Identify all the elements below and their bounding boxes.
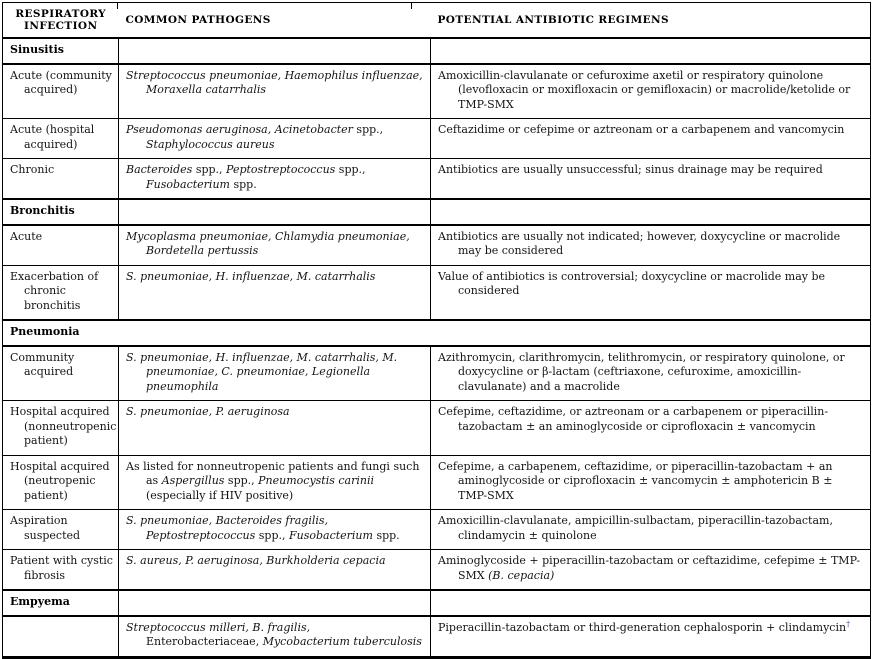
regimens-cell bbox=[431, 64, 871, 119]
empty-regimens-cell bbox=[431, 199, 871, 225]
pathogens-text bbox=[126, 460, 424, 504]
pathogens-text bbox=[126, 163, 424, 192]
text-segment: Amoxicillin-clavulanate or cefuroxime axetil or respiratory quinolone (levofloxacin or moxifloxacin or gemifloxacin) or macrolide/ketolide or TMP-SMX bbox=[438, 68, 851, 111]
text-segment: Cefepime, a carbapenem, ceftazidime, or piperacillin-tazobactam + an aminoglycoside or ciprofloxacin ± vancomycin ± amphotericin B ± TMP-SMX bbox=[438, 459, 833, 502]
pathogens-text bbox=[126, 405, 424, 420]
table-row bbox=[3, 346, 871, 401]
text-segment: Value of antibiotics is controversial; doxycycline or macrolide may be considered bbox=[438, 269, 826, 297]
text-segment: (especially if HIV positive) bbox=[146, 488, 294, 502]
text-segment: Enterobacteriaceae, bbox=[146, 635, 263, 648]
infection-cell bbox=[3, 265, 119, 320]
respiratory-infection-table bbox=[2, 2, 871, 659]
table-row bbox=[3, 550, 871, 591]
pathogen-name: Fusobacterium bbox=[288, 528, 373, 542]
infection-text: Aspiration suspected bbox=[10, 514, 81, 542]
pathogens-cell bbox=[119, 401, 431, 456]
section-row-empyema bbox=[3, 590, 871, 616]
pathogen-name: Pseudomonas aeruginosa, Acinetobacter bbox=[126, 123, 353, 136]
infection-cell bbox=[3, 510, 119, 550]
header-row bbox=[3, 3, 871, 39]
pathogens-text bbox=[126, 514, 424, 543]
text-segment: spp. bbox=[229, 177, 257, 191]
footnote-dagger-link[interactable]: † bbox=[846, 618, 851, 628]
empty-pathogens-cell bbox=[119, 199, 431, 225]
infection-text: Chronic bbox=[10, 163, 55, 176]
pathogens-text bbox=[126, 270, 424, 285]
regimens-cell bbox=[431, 346, 871, 401]
section-row-pneumonia bbox=[3, 320, 871, 346]
section-row-bronchitis bbox=[3, 199, 871, 225]
pathogen-name: S. pneumoniae, P. aeruginosa bbox=[126, 405, 290, 418]
regimens-cell bbox=[431, 401, 871, 456]
regimens-text bbox=[438, 405, 864, 434]
pathogens-text bbox=[126, 230, 424, 259]
pathogens-cell bbox=[119, 455, 431, 510]
pathogen-name: Mycobacterium tuberculosis bbox=[262, 635, 422, 648]
header-top-tick bbox=[117, 2, 118, 9]
pathogen-name: Pneumocystis carinii bbox=[258, 474, 375, 487]
pathogens-text bbox=[126, 554, 424, 569]
infection-cell bbox=[3, 346, 119, 401]
regimens-cell bbox=[431, 159, 871, 200]
pathogens-text bbox=[126, 69, 424, 98]
section-row-sinusitis bbox=[3, 38, 871, 64]
pathogens-cell bbox=[119, 119, 431, 159]
header-top-tick bbox=[411, 2, 412, 9]
pathogens-cell bbox=[119, 64, 431, 119]
infection-cell bbox=[3, 550, 119, 591]
infection-text: Patient with cystic fibrosis bbox=[10, 554, 113, 582]
section-label: Sinusitis bbox=[3, 38, 119, 64]
text-segment: As listed for nonneutropenic patients and fungi such as bbox=[126, 459, 420, 487]
table-row bbox=[3, 616, 871, 658]
regimens-cell bbox=[431, 510, 871, 550]
regimens-text bbox=[438, 460, 864, 504]
infection-cell bbox=[3, 455, 119, 510]
pathogens-cell bbox=[119, 346, 431, 401]
infection-text: Hospital acquired (nonneutropenic patient) bbox=[10, 405, 117, 447]
regimens-cell bbox=[431, 119, 871, 159]
pathogen-name: Fusobacterium bbox=[146, 177, 230, 191]
infection-text: Exacerbation of chronic bronchitis bbox=[10, 269, 99, 312]
pathogen-name: Peptostreptococcus bbox=[226, 163, 336, 176]
table-row bbox=[3, 119, 871, 159]
section-label: Empyema bbox=[3, 590, 119, 616]
table-row bbox=[3, 510, 871, 550]
pathogens-cell bbox=[119, 616, 431, 658]
table-row bbox=[3, 455, 871, 510]
text-segment: spp., bbox=[255, 528, 289, 542]
text-segment: Ceftazidime or cefepime or aztreonam or a carbapenem and vancomycin bbox=[438, 123, 845, 136]
text-segment: Antibiotics are usually not indicated; however, doxycycline or macrolide may be considered bbox=[438, 229, 841, 257]
pathogens-cell bbox=[119, 550, 431, 591]
text-segment: spp., bbox=[335, 163, 366, 176]
pathogens-text bbox=[126, 123, 424, 152]
pathogen-name: (B. cepacia) bbox=[488, 568, 555, 582]
infection-cell bbox=[3, 64, 119, 119]
table-row bbox=[3, 225, 871, 266]
pathogen-name: Aspergillus bbox=[161, 474, 225, 487]
pathogens-text bbox=[126, 621, 424, 650]
infection-cell bbox=[3, 119, 119, 159]
infection-cell bbox=[3, 616, 119, 658]
regimens-text bbox=[438, 554, 864, 583]
table-row bbox=[3, 64, 871, 119]
regimens-text bbox=[438, 351, 864, 395]
section-label: Pneumonia bbox=[3, 320, 871, 346]
infection-cell bbox=[3, 159, 119, 200]
pathogen-name: Bacteroides bbox=[126, 163, 193, 176]
regimens-cell bbox=[431, 265, 871, 320]
col-header-potential-antibiotic-regimens: POTENTIAL ANTIBIOTIC REGIMENS bbox=[431, 3, 871, 39]
col-header-respiratory-infection: RESPIRATORY INFECTION bbox=[3, 3, 119, 39]
pathogen-name: Streptococcus pneumoniae, Haemophilus influenzae, Moraxella catarrhalis bbox=[126, 68, 423, 96]
text-segment: Antibiotics are usually unsuccessful; sinus drainage may be required bbox=[438, 163, 823, 176]
pathogens-cell bbox=[119, 265, 431, 320]
table-row bbox=[3, 401, 871, 456]
infection-text: Acute bbox=[10, 229, 43, 243]
regimens-text bbox=[438, 69, 864, 113]
regimens-cell bbox=[431, 616, 871, 658]
text-segment: Cefepime, ceftazidime, or aztreonam or a carbapenem or piperacillin-tazobactam ± an aminoglycoside or ciprofloxacin ± vancomycin bbox=[438, 405, 829, 433]
pathogen-name: Streptococcus milleri, B. fragilis, bbox=[126, 620, 311, 634]
regimens-text bbox=[438, 514, 864, 543]
infection-text: Acute (community acquired) bbox=[10, 68, 112, 96]
regimens-text bbox=[438, 123, 864, 138]
table-row bbox=[3, 159, 871, 200]
col-header-common-pathogens: COMMON PATHOGENS bbox=[119, 3, 431, 39]
empty-regimens-cell bbox=[431, 38, 871, 64]
infection-cell bbox=[3, 401, 119, 456]
empty-pathogens-cell bbox=[119, 38, 431, 64]
regimens-cell bbox=[431, 550, 871, 591]
infection-text: Hospital acquired (neutropenic patient) bbox=[10, 459, 110, 502]
text-segment: spp., bbox=[192, 163, 227, 176]
regimens-cell bbox=[431, 455, 871, 510]
section-label: Bronchitis bbox=[3, 199, 119, 225]
pathogen-name: Mycoplasma pneumoniae, Chlamydia pneumoniae, Bordetella pertussis bbox=[126, 229, 410, 257]
text-segment: Amoxicillin-clavulanate, ampicillin-sulbactam, piperacillin-tazobactam, clindamycin ± quinolone bbox=[438, 514, 833, 542]
pathogen-name: Staphylococcus aureus bbox=[146, 137, 275, 151]
empty-regimens-cell bbox=[431, 590, 871, 616]
pathogens-cell bbox=[119, 159, 431, 200]
text-segment: Piperacillin-tazobactam or third-generation cephalosporin + clindamycin bbox=[438, 620, 847, 634]
regimens-cell bbox=[431, 225, 871, 266]
text-segment: spp., bbox=[352, 123, 384, 136]
regimens-text bbox=[438, 618, 864, 636]
text-segment: Aminoglycoside + piperacillin-tazobactam or ceftazidime, cefepime ± TMP-SMX bbox=[438, 554, 861, 582]
text-segment: spp., bbox=[224, 474, 259, 487]
text-segment: spp. bbox=[372, 528, 400, 542]
pathogen-name: S. pneumoniae, Bacteroides fragilis, Peptostreptococcus bbox=[126, 514, 329, 542]
table-row bbox=[3, 265, 871, 320]
infection-cell bbox=[3, 225, 119, 266]
pathogens-cell bbox=[119, 225, 431, 266]
infection-text: Acute (hospital acquired) bbox=[10, 123, 95, 151]
infection-text: Community acquired bbox=[10, 350, 75, 378]
pathogens-cell bbox=[119, 510, 431, 550]
pathogen-name: S. pneumoniae, H. influenzae, M. catarrhalis bbox=[126, 269, 376, 283]
text-segment: Azithromycin, clarithromycin, telithromycin, or respiratory quinolone, or doxycycline or β-lactam (ceftriaxone, cefuroxime, amoxicillin-clavulanate) and a macrolide bbox=[438, 350, 845, 393]
pathogen-name: S. aureus, P. aeruginosa, Burkholderia cepacia bbox=[126, 554, 386, 567]
pathogen-name: S. pneumoniae, H. influenzae, M. catarrhalis, M. pneumoniae, C. pneumoniae, Legionella pneumophila bbox=[126, 350, 398, 393]
regimens-text bbox=[438, 230, 864, 259]
pathogens-text bbox=[126, 351, 424, 395]
regimens-text bbox=[438, 270, 864, 299]
regimens-text bbox=[438, 163, 864, 178]
empty-pathogens-cell bbox=[119, 590, 431, 616]
